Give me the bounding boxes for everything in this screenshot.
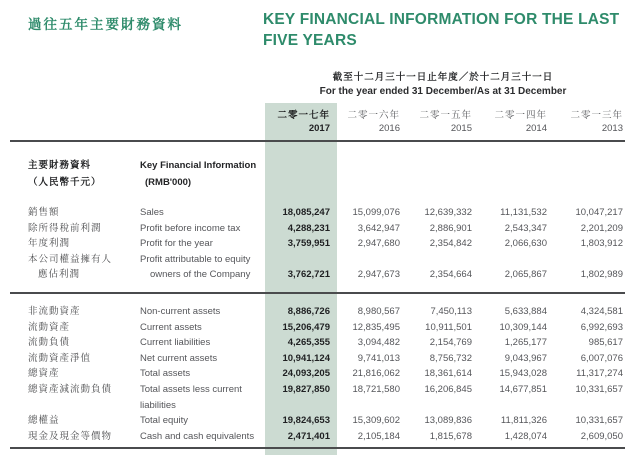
table-row-cash-and-equivalents (10, 429, 625, 445)
row-label-zh: 總資產減流動負債 (28, 383, 113, 395)
table-row-current-liabilities (10, 335, 625, 351)
value-cell-2015: 10,911,501 (425, 321, 472, 333)
column-header-block (10, 158, 625, 191)
value-cell-2017: 19,824,653 (282, 415, 330, 427)
value-cell-2013: 10,047,217 (575, 207, 623, 218)
row-label-en: Total assets less current liabilities (140, 383, 242, 411)
value-cell-2014: 1,428,074 (504, 430, 547, 442)
page-title-en-line1: KEY FINANCIAL INFORMATION FOR THE LAST (263, 11, 620, 28)
value-cell-2015: 7,450,113 (430, 305, 472, 317)
value-cell-2013: 10,331,657 (575, 415, 623, 427)
row-label-zh: 流動資產 (28, 321, 71, 333)
value-cell-2014: 2,066,630 (504, 238, 547, 250)
row-label-en: Profit before income tax (140, 222, 241, 234)
year-header-2013: 二零一三年 2013 (570, 110, 623, 134)
value-cell-2017: 4,288,231 (287, 222, 330, 234)
value-cell-2014: 9,043,967 (504, 352, 547, 364)
value-cell-2014: 2,065,867 (504, 269, 547, 281)
value-cell-2013: 6,992,693 (580, 321, 623, 333)
row-label-en: Total equity (140, 415, 189, 427)
row-label-zh: 除所得稅前利潤 (28, 222, 102, 234)
year-header-2014: 二零一四年 2014 (494, 110, 547, 134)
value-cell-2017: 8,886,726 (287, 305, 330, 317)
value-cell-2013: 1,802,989 (580, 269, 623, 281)
value-cell-2016: 2,947,673 (357, 269, 400, 281)
value-cell-2016: 3,642,947 (357, 222, 400, 234)
row-label-en: Net current assets (140, 352, 218, 364)
value-cell-2013: 4,324,581 (580, 305, 623, 317)
row-label-zh: 年度利潤 (28, 238, 71, 250)
year-header-2017: 二零一七年 2017 (277, 110, 330, 134)
page-title-en-line2: FIVE YEARS (263, 32, 357, 49)
row-label-en: Sales (140, 207, 164, 218)
column-header-zh: 主要財務資料 （人民幣千元） (28, 160, 102, 188)
row-label-zh: 應佔利潤 (38, 269, 81, 281)
row-label-zh: 流動負債 (28, 337, 71, 349)
value-cell-2016: 15,309,602 (352, 415, 400, 427)
value-cell-2017: 2,471,401 (287, 430, 330, 442)
balance-sheet-section (10, 294, 625, 449)
value-cell-2013: 11,317,274 (576, 368, 623, 380)
value-cell-2014: 14,677,851 (499, 383, 547, 395)
row-label-zh: 本公司權益擁有人 (28, 253, 113, 265)
value-cell-2015: 18,361,614 (424, 368, 472, 380)
value-cell-2014: 2,543,347 (504, 222, 547, 234)
value-cell-2014: 5,633,884 (504, 305, 547, 317)
value-cell-2016: 12,835,495 (352, 321, 400, 333)
row-label-en: owners of the Company (150, 269, 251, 281)
table-row-total-equity (10, 413, 625, 429)
value-cell-2015: 2,154,769 (429, 337, 472, 349)
value-cell-2013: 2,609,050 (580, 430, 623, 442)
value-cell-2016: 3,094,482 (357, 337, 400, 349)
value-cell-2015: 2,354,664 (429, 269, 472, 281)
value-cell-2017: 3,762,721 (287, 269, 330, 281)
five-year-summary-table (10, 103, 625, 449)
table-row-non-current-assets (10, 304, 625, 320)
value-cell-2015: 16,206,845 (424, 383, 472, 395)
row-label-en: Profit attributable to equity (140, 253, 251, 265)
value-cell-2014: 10,309,144 (499, 321, 547, 333)
value-cell-2013: 10,331,657 (575, 383, 623, 395)
value-cell-2013: 1,803,912 (580, 238, 623, 250)
value-cell-2017: 10,941,124 (282, 352, 330, 364)
page-title-zh: 過往五年主要財務資料 (28, 17, 183, 32)
value-cell-2016: 9,741,013 (357, 352, 400, 364)
row-label-zh: 流動資產淨值 (28, 352, 92, 364)
table-row-profit-attributable-line2 (10, 267, 625, 283)
table-row-total-assets-less-current-liabilities (10, 382, 625, 413)
table-row-sales (10, 205, 625, 221)
table-row-profit-for-year (10, 236, 625, 252)
value-cell-2015: 12,639,332 (424, 207, 472, 218)
value-cell-2016: 15,099,076 (352, 207, 400, 218)
value-cell-2016: 18,721,580 (352, 383, 400, 395)
table-row-profit-before-tax (10, 221, 625, 237)
year-header-row (10, 103, 625, 142)
year-header-spacer (10, 109, 265, 135)
value-cell-2015: 8,756,732 (429, 352, 472, 364)
row-label-zh: 非流動資產 (28, 305, 81, 317)
value-cell-2014: 11,811,326 (500, 415, 547, 427)
value-cell-2013: 2,201,209 (580, 222, 623, 234)
row-label-en: Total assets (140, 368, 191, 380)
year-header-2015: 二零一五年 2015 (419, 110, 472, 134)
row-label-zh: 總資產 (28, 368, 60, 380)
row-label-en: Profit for the year (140, 238, 213, 250)
value-cell-2017: 3,759,951 (287, 238, 330, 250)
period-header-en: For the year ended 31 December/As at 31 December (319, 86, 567, 97)
value-cell-2015: 2,886,901 (429, 222, 472, 234)
row-label-en: Cash and cash equivalents (140, 430, 255, 442)
value-cell-2017: 19,827,850 (282, 383, 330, 395)
row-label-zh: 銷售額 (28, 207, 60, 218)
page-title-en (263, 9, 619, 51)
table-row-net-current-assets (10, 351, 625, 367)
income-statement-section (10, 205, 625, 294)
period-header-zh: 截至十二月三十一日止年度／於十二月三十一日 (332, 72, 554, 83)
year-header-2016: 二零一六年 2016 (347, 110, 400, 134)
value-cell-2014: 11,131,532 (500, 207, 547, 218)
value-cell-2013: 985,617 (588, 337, 623, 349)
row-label-zh: 現金及現金等價物 (28, 430, 113, 442)
table-row-total-assets (10, 366, 625, 382)
table-row-current-assets (10, 320, 625, 336)
value-cell-2015: 1,815,678 (429, 430, 472, 442)
value-cell-2017: 24,093,205 (282, 368, 330, 380)
value-cell-2016: 21,816,062 (352, 368, 400, 380)
row-label-en: Current liabilities (140, 337, 211, 349)
row-label-zh: 總權益 (28, 415, 60, 427)
value-cell-2014: 1,265,177 (504, 337, 547, 349)
value-cell-2015: 13,089,836 (424, 415, 472, 427)
value-cell-2014: 15,943,028 (499, 368, 547, 380)
table-row-profit-attributable-line1 (10, 252, 625, 268)
value-cell-2016: 8,980,567 (357, 305, 400, 317)
value-cell-2013: 6,007,076 (580, 352, 623, 364)
value-cell-2017: 18,085,247 (282, 207, 330, 218)
row-label-en: Current assets (140, 321, 202, 333)
column-header-en: Key Financial Information (RMB'000) (140, 160, 257, 188)
value-cell-2017: 15,206,479 (282, 321, 330, 333)
value-cell-2016: 2,947,680 (357, 238, 400, 250)
value-cell-2016: 2,105,184 (357, 430, 400, 442)
value-cell-2015: 2,354,842 (429, 238, 472, 250)
value-cell-2017: 4,265,355 (287, 337, 330, 349)
row-label-en: Non-current assets (140, 305, 221, 317)
